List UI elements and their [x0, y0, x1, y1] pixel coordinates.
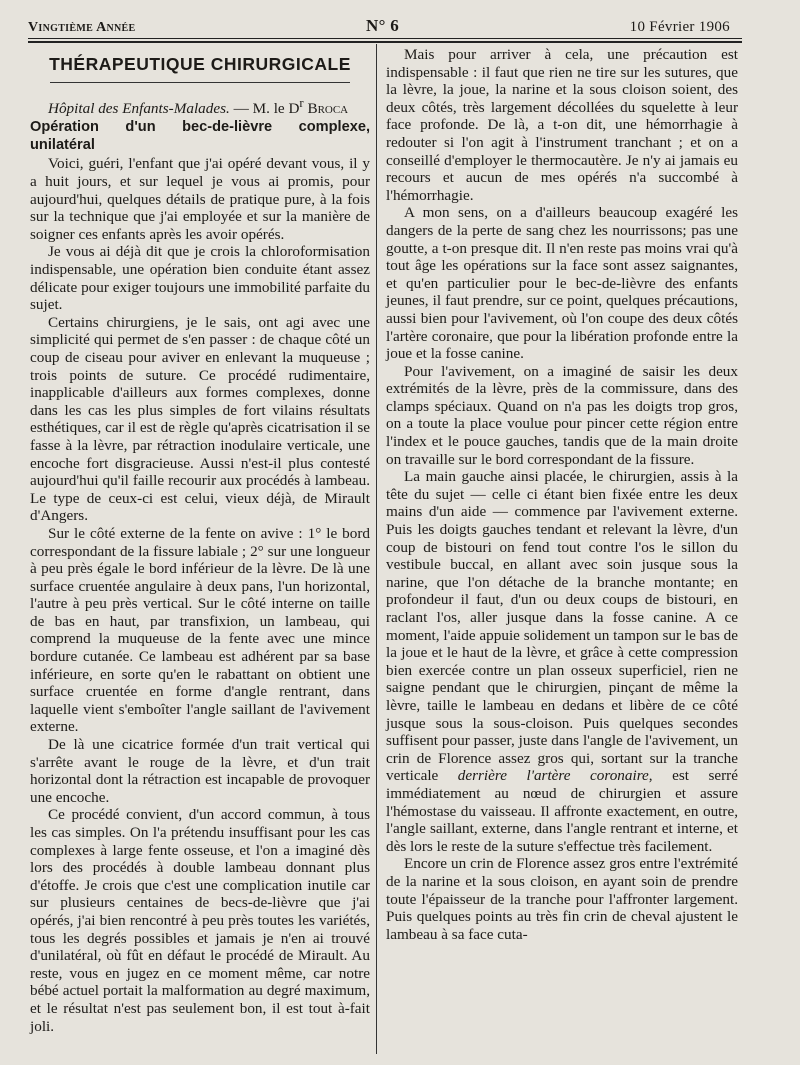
paragraph-text: , est serré immédiatement au nœud de chirurgien et assure l'hémostase du vaisseau. Il affronte exactement, en outre, l'angle saillant, externe, dans l'angle rentrant et interne, et dès lors le reste de la suture s'effectue très facilement.: [386, 767, 738, 855]
header-rule-thin: [28, 38, 742, 39]
header-volume: Vingtième Année: [28, 20, 136, 35]
paragraph: De là une cicatrice formée d'un trait vertical qui s'arrête avant le rouge de la lèvre, et d'un trait horizontal dont la rétraction est incapable de provoquer une encoche.: [30, 736, 370, 806]
paragraph: Sur le côté externe de la fente on avive : 1° le bord correspondant de la fissure labiale ; 2° sur une longueur à peu près égale le bord inférieur de la lèvre. De là une surface cruentée angulaire à deux pans, l'un horizontal, l'autre à peu près vertical. Sur le côté interne on taille de bas en haut, par transfixion, un lambeau, qui comprend la muqueuse de la fente avec une mince bordure cutanée. Ce lambeau est adhérent par sa base inférieure, en sorte qu'en le rabattant on obtient une surface cruentée en forme d'angle rentrant, dans laquelle vient s'emboîter l'angle saillant de l'avivement externe.: [30, 524, 370, 736]
paragraph: Certains chirurgiens, je le sais, ont agi avec une simplicité qui permet de s'en passer : de chaque côté un coup de ciseau pour aviver en enlevant la muqueuse ; trois points de suture. Ce procédé rudimentaire, inapplicable d'ailleurs aux formes complexes, donne dans les cas les plus simples de fort vilains résultats esthétiques, car il est de règle qu'après cicatrisation il se fasse à la lèvre, par rétraction inodulaire verticale, une encoche fort disgracieuse. Aussi n'est-il plus contesté aujourd'hui qu'il faille recourir aux procédés à lambeau. Le type de ceux-ci est celui, vieux déjà, de Mirault d'Angers.: [30, 313, 370, 525]
paragraph: [386, 468, 738, 855]
byline-place: Hôpital des Enfants-Malades.: [48, 99, 230, 117]
left-column: [30, 46, 370, 1035]
article-title: THÉRAPEUTIQUE CHIRURGICALE: [49, 54, 351, 74]
byline-superscript: r: [299, 95, 304, 110]
column-divider: [376, 44, 377, 1054]
byline-author: Broca: [307, 99, 349, 117]
paragraph: Ce procédé convient, d'un accord commun, à tous les cas simples. On l'a prétendu insuffisant pour les cas complexes à large fente osseuse, et l'on a imaginé dès lors des procédés à double lambeau donnant plus d'étoffe. Je crois que c'est une complication inutile car sur plusieurs centaines de becs-de-lièvre que j'ai opérés, j'ai bien rencontré à peu près toutes les variétés, tous les degrés possibles et jamais je n'en ai trouvé d'unilatéral, où fût en défaut le procédé de Mirault. Au reste, vous en jugez en ce moment même, car notre bébé actuel portait la malformation au degré maximum, et le résultat n'est pas seulement bon, il est tout à-fait joli.: [30, 806, 370, 1035]
paragraph: A mon sens, on a d'ailleurs beaucoup exagéré les dangers de la perte de sang chez les nourrissons; pas une goutte, a t-on presque dit. Il n'en reste pas moins vrai qu'à tout âge les opérations sur la face sont assez saignantes, et qu'en particulier pour le bec-de-lièvre des enfants jeunes, il faut prendre, sur ce point, quelques précautions, aussi bien pour l'avivement, où l'on coupe des deux côtés l'artère coronaire, que pour la libération profonde entre la joue et la fosse canine.: [386, 204, 738, 363]
article-byline: [30, 95, 370, 118]
italic-phrase: derrière l'artère coronaire: [457, 767, 649, 785]
paragraph: Je vous ai déjà dit que je crois la chloroformisation indispensable, une opération bien conduite étant assez délicate pour exiger toujours une immobilité parfaite du sujet.: [30, 243, 370, 314]
article-subtitle: Opération d'un bec-de-lièvre complexe, unilatéral: [30, 119, 370, 153]
right-column: [386, 46, 738, 943]
paragraph-text: La main gauche ainsi placée, le chirurgien, assis à la tête du sujet — celle ci étant bien fixée entre les deux mains d'un aide — commence par l'avivement externe. Puis les doigts gauches tendant et relevant la lèvre, d'un coup de bistouri on fend tout contre l'os le sillon du vestibule buccal, en allant avec soin jusque sous la narine, que l'on détache de la branche montante; en profondeur il faut, d'un ou deux coups de bistouri, en raclant l'os, aller jusque dans la fosse canine. A ce moment, l'aide appuie solidement un tampon sur le bas de la joue et le haut de la lèvre, et grâce à cette compression bien exercée contre un plan osseux superficiel, rien ne saigne pendant que le chirurgien, pinçant de même la lèvre, taille le lambeau en dedans et libère de ce côté jusque sous la sous-cloison. Puis quelques secondes suffisent pour passer, juste dans l'angle de l'avivement, un crin de Florence assez gros qui, sortant sur la tranche verticale: [386, 468, 738, 785]
paragraph: Voici, guéri, l'enfant que j'ai opéré devant vous, il y a huit jours, et sur lequel je vous ai promis, pour aujourd'hui, quelques détails de pratique pure, à la fois sur la technique que j'ai employée et sur la manière de soigner ces enfants après les avoir opérés.: [30, 155, 370, 243]
byline-separator: — M. le D: [229, 99, 300, 117]
paragraph: Pour l'avivement, on a imaginé de saisir les deux extrémités de la lèvre, près de la commissure, dans des clamps spéciaux. Quand on n'a pas les doigts trop gros, on a toute la place voulue pour pincer cette région entre l'index et le pouce gauches, tandis que de la main droite on travaille sur le bord correspondant de la fissure.: [386, 362, 738, 468]
paragraph: Mais pour arriver à cela, une précaution est indispensable : il faut que rien ne tire sur les sutures, que la lèvre, la joue, la narine et la sous cloison soient, des deux côtés, très largement décollées du squelette à leur face profonde. De là, a t-on dit, une hémorrhagie à redouter si l'on agit à l'instrument tranchant ; et on a conseillé d'employer le thermocautère. Je n'y ai jamais eu recours et aucun de mes opérés n'a succombé à l'hémorrhagie.: [386, 46, 738, 204]
paragraph: Encore un crin de Florence assez gros entre l'extrémité de la narine et la sous cloison, en ayant soin de prendre toute l'épaisseur de la tranche pour l'affronter largement. Puis quelques points au très fin crin de cheval ajustent le lambeau à sa face cuta-: [386, 855, 738, 943]
title-rule: [50, 82, 350, 83]
header-rule-thick: [28, 41, 742, 43]
header-issue-number: N° 6: [366, 16, 400, 35]
running-header: [28, 16, 730, 38]
header-date: 10 Février 1906: [629, 19, 730, 35]
